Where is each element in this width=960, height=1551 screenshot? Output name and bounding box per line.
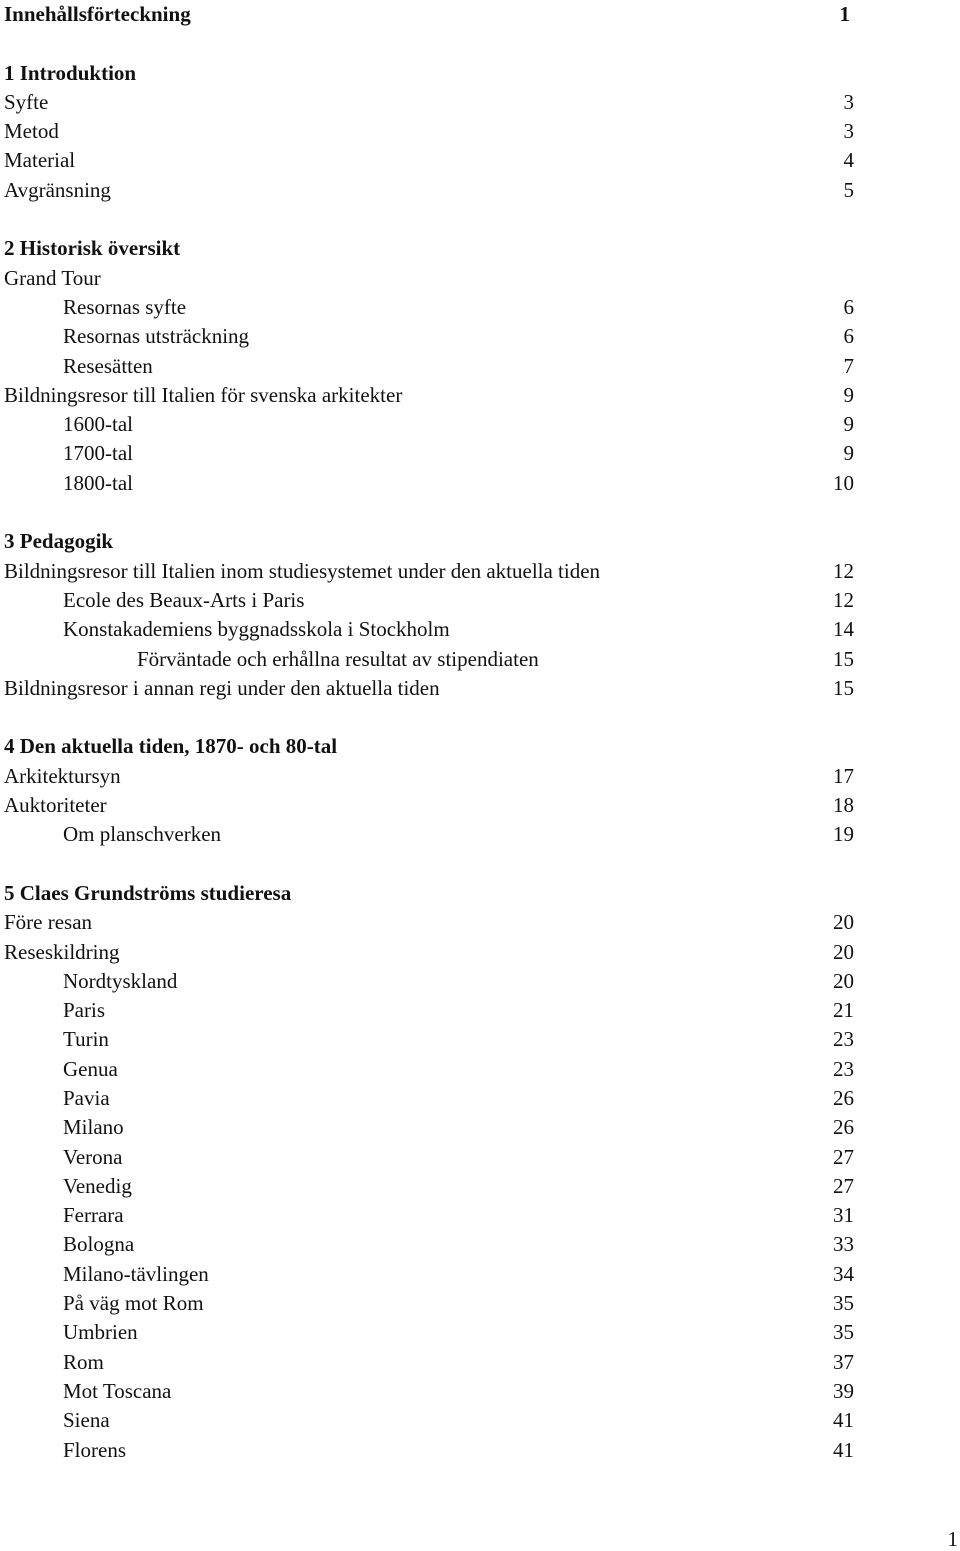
toc-entry-page: 21 <box>833 998 854 1023</box>
toc-entry-label: Bologna <box>63 1232 135 1257</box>
toc-entry-label: Reseskildring <box>4 939 120 964</box>
toc-body <box>4 29 960 1465</box>
toc-entry <box>4 1113 960 1142</box>
toc-entry-page: 15 <box>833 646 854 671</box>
toc-entry-page: 9 <box>843 441 854 466</box>
toc-entry <box>4 1377 960 1406</box>
toc-entry <box>4 88 960 117</box>
toc-entry-page: 14 <box>833 617 854 642</box>
toc-entry <box>4 264 960 293</box>
toc-entry-page: 19 <box>833 822 854 847</box>
section-heading <box>4 234 960 263</box>
toc-entry <box>4 1436 960 1465</box>
toc-entry <box>4 1348 960 1377</box>
toc-entry-page: 26 <box>833 1085 854 1110</box>
toc-entry-page: 7 <box>843 353 854 378</box>
toc-entry-label: Milano <box>63 1115 124 1140</box>
toc-entry-label: Siena <box>63 1408 110 1433</box>
toc-entry-page: 35 <box>833 1320 854 1345</box>
toc-entry-label: Bildningsresor i annan regi under den aktuella tiden <box>4 675 440 700</box>
toc-entry <box>4 1084 960 1113</box>
toc-entry-page: 15 <box>833 675 854 700</box>
toc-entry-page: 12 <box>833 558 854 583</box>
toc-entry <box>4 557 960 586</box>
toc-entry-label: Bildningsresor till Italien för svenska arkitekter <box>4 382 403 407</box>
toc-entry-page: 20 <box>833 939 854 964</box>
toc-entry-label: Ecole des Beaux-Arts i Paris <box>63 587 305 612</box>
section-spacer <box>4 703 960 732</box>
footer-page-number: 1 <box>947 1527 958 1551</box>
toc-entry-page: 41 <box>833 1437 854 1462</box>
toc-entry-label: Mot Toscana <box>63 1378 172 1403</box>
toc-entry-label: Paris <box>63 998 105 1023</box>
toc-entry <box>4 146 960 175</box>
toc-entry <box>4 293 960 322</box>
toc-entry-page: 10 <box>833 470 854 495</box>
toc-entry-page: 27 <box>833 1144 854 1169</box>
toc-entry <box>4 1055 960 1084</box>
toc-entry-page: 6 <box>843 294 854 319</box>
toc-entry-label: Auktoriteter <box>4 793 107 818</box>
section-spacer <box>4 498 960 527</box>
toc-entry <box>4 645 960 674</box>
toc-entry <box>4 996 960 1025</box>
toc-entry-label: Milano-tävlingen <box>63 1261 209 1286</box>
toc-entry-page: 33 <box>833 1232 854 1257</box>
section-heading-label: 4 Den aktuella tiden, 1870- och 80-tal <box>4 734 338 759</box>
section-heading <box>4 527 960 556</box>
toc-title-row <box>4 0 960 29</box>
toc-entry <box>4 1260 960 1289</box>
section-heading-label: 2 Historisk översikt <box>4 236 181 261</box>
section-spacer <box>4 205 960 234</box>
toc-entry-page: 5 <box>843 177 854 202</box>
section-spacer <box>4 29 960 58</box>
toc-entry <box>4 381 960 410</box>
toc-entry <box>4 615 960 644</box>
section-heading-label: 1 Introduktion <box>4 60 137 85</box>
toc-entry-page: 20 <box>833 968 854 993</box>
toc-entry-label: Förväntade och erhållna resultat av stipendiaten <box>137 646 539 671</box>
section-heading-label: 3 Pedagogik <box>4 529 114 554</box>
toc-entry <box>4 791 960 820</box>
table-of-contents <box>4 0 960 1465</box>
toc-entry-label: Verona <box>63 1144 123 1169</box>
toc-entry-label: Turin <box>63 1027 109 1052</box>
toc-entry <box>4 762 960 791</box>
toc-entry <box>4 176 960 205</box>
toc-entry-page: 41 <box>833 1408 854 1433</box>
toc-entry-label: Florens <box>63 1437 126 1462</box>
toc-entry-label: Resesätten <box>63 353 153 378</box>
toc-entry-page: 9 <box>843 412 854 437</box>
toc-entry-label: Bildningsresor till Italien inom studiesystemet under den aktuella tiden <box>4 558 601 583</box>
toc-entry <box>4 967 960 996</box>
toc-entry-label: 1800-tal <box>63 470 133 495</box>
toc-entry-label: Före resan <box>4 910 93 935</box>
toc-entry <box>4 1143 960 1172</box>
toc-entry <box>4 439 960 468</box>
toc-entry <box>4 1025 960 1054</box>
toc-entry-page: 4 <box>843 148 854 173</box>
section-heading <box>4 732 960 761</box>
toc-entry-label: Arkitektursyn <box>4 763 121 788</box>
toc-entry-label: 1600-tal <box>63 412 133 437</box>
toc-entry <box>4 1289 960 1318</box>
toc-entry-page: 26 <box>833 1115 854 1140</box>
toc-entry-label: Umbrien <box>63 1320 138 1345</box>
toc-entry-label: Avgränsning <box>4 177 111 202</box>
toc-entry-label: Rom <box>63 1349 104 1374</box>
toc-entry-page: 27 <box>833 1173 854 1198</box>
toc-entry-label: Pavia <box>63 1085 110 1110</box>
toc-entry-label: Metod <box>4 119 59 144</box>
toc-entry-label: Om planschverken <box>63 822 222 847</box>
toc-entry-label: På väg mot Rom <box>63 1291 204 1316</box>
toc-entry-page: 37 <box>833 1349 854 1374</box>
toc-entry-page: 6 <box>843 324 854 349</box>
toc-entry-page: 31 <box>833 1203 854 1228</box>
toc-entry-label: Resornas syfte <box>63 294 187 319</box>
toc-entry <box>4 1230 960 1259</box>
toc-entry-page: 35 <box>833 1291 854 1316</box>
toc-entry-page: 12 <box>833 587 854 612</box>
toc-entry <box>4 908 960 937</box>
toc-entry-page: 3 <box>843 89 854 114</box>
toc-entry-label: Ferrara <box>63 1203 124 1228</box>
toc-entry-label: Material <box>4 148 76 173</box>
toc-entry-page: 23 <box>833 1027 854 1052</box>
section-heading <box>4 879 960 908</box>
toc-entry <box>4 322 960 351</box>
toc-entry <box>4 117 960 146</box>
toc-entry <box>4 469 960 498</box>
toc-entry-page: 23 <box>833 1056 854 1081</box>
toc-entry <box>4 1318 960 1347</box>
toc-entry <box>4 586 960 615</box>
toc-entry-label: Nordtyskland <box>63 968 178 993</box>
section-spacer <box>4 850 960 879</box>
toc-entry-label: Genua <box>63 1056 118 1081</box>
toc-entry-label: Konstakademiens byggnadsskola i Stockholm <box>63 617 450 642</box>
toc-entry-label: Grand Tour <box>4 265 101 290</box>
toc-title-page: 1 <box>839 2 850 26</box>
toc-entry-page: 17 <box>833 763 854 788</box>
toc-entry <box>4 674 960 703</box>
toc-entry-page: 39 <box>833 1378 854 1403</box>
toc-entry <box>4 1201 960 1230</box>
toc-entry-page: 9 <box>843 382 854 407</box>
toc-entry-page: 18 <box>833 793 854 818</box>
toc-entry-page: 3 <box>843 119 854 144</box>
toc-title: Innehållsförteckning <box>4 2 191 26</box>
toc-entry-label: 1700-tal <box>63 441 133 466</box>
toc-entry <box>4 352 960 381</box>
toc-entry <box>4 820 960 849</box>
toc-entry <box>4 938 960 967</box>
section-heading <box>4 59 960 88</box>
toc-entry-label: Resornas utsträckning <box>63 324 250 349</box>
toc-entry <box>4 410 960 439</box>
toc-entry-page: 34 <box>833 1261 854 1286</box>
toc-entry-label: Venedig <box>63 1173 132 1198</box>
toc-entry-page: 20 <box>833 910 854 935</box>
section-heading-label: 5 Claes Grundströms studieresa <box>4 880 292 905</box>
toc-entry-label: Syfte <box>4 89 49 114</box>
toc-entry <box>4 1172 960 1201</box>
toc-entry <box>4 1406 960 1435</box>
